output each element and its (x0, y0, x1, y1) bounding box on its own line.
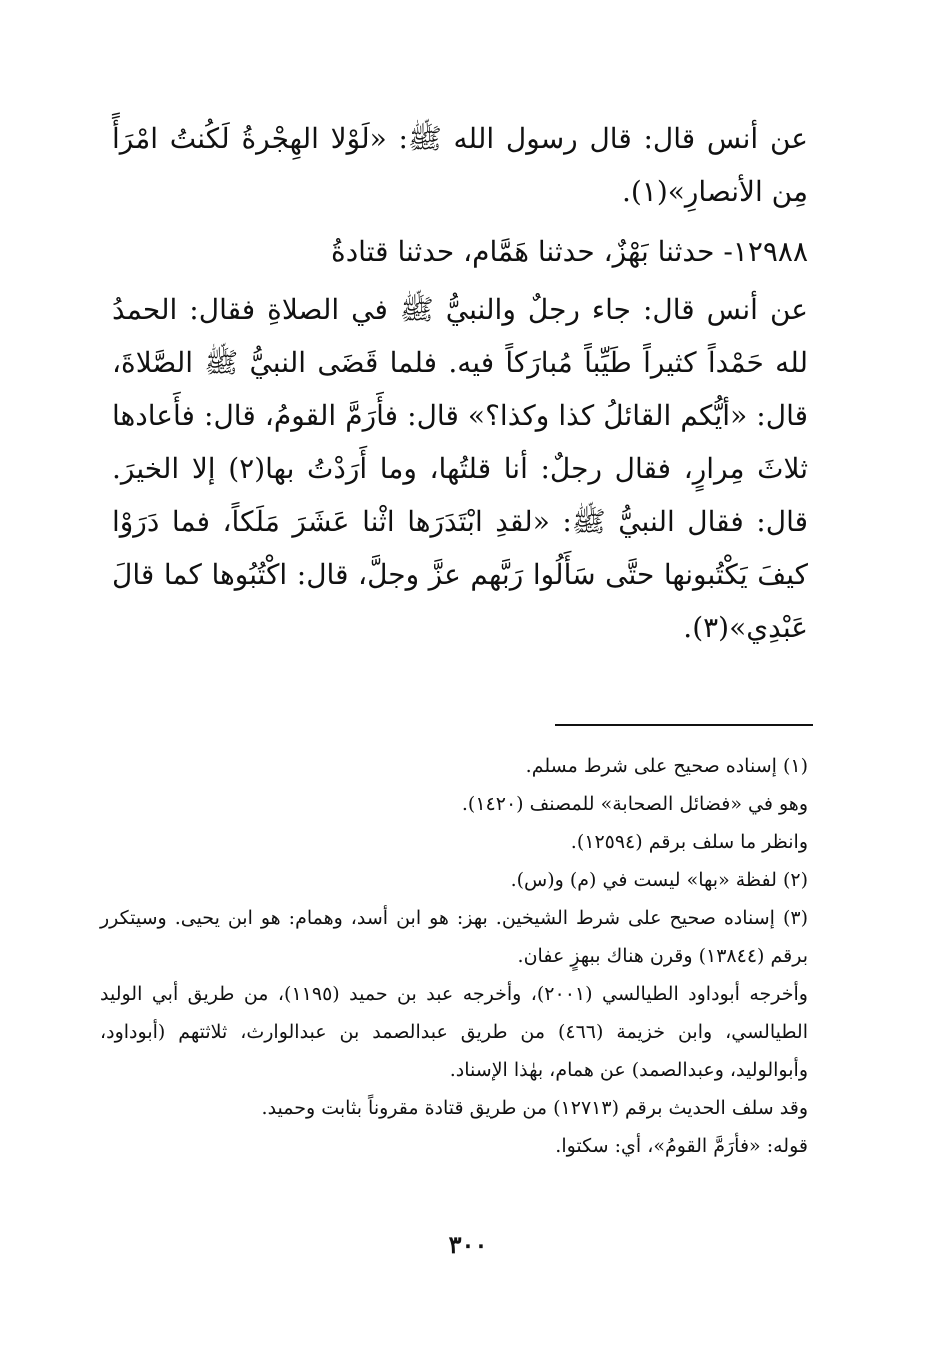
footnote-1-see: وانظر ما سلف برقم (١٢٥٩٤). (570, 831, 808, 853)
footnote-1: (١) إسناده صحيح على شرط مسلم. (525, 755, 808, 777)
main-text (112, 112, 808, 654)
paragraph-1: عن أنس قال: قال رسول الله ﷺ: «لَوْلا الهِجْرةُ لَكُنتُ امْرَأً مِن الأنصارِ»(١). (112, 122, 808, 208)
page-number: ٣٠٠ (448, 1230, 488, 1259)
hadith-header: ١٢٩٨٨- حدثنا بَهْزٌ، حدثنا هَمَّام، حدثنا قتادةُ (331, 235, 808, 268)
footnote-1-ref: وهو في «فضائل الصحابة» للمصنف (١٤٢٠). (461, 793, 808, 815)
footnote-3-earlier: وقد سلف الحديث برقم (١٢٧١٣) من طريق قتادة مقروناً بثابت وحميد. (261, 1097, 808, 1119)
footnote-3-gloss: قوله: «فأرَمَّ القومُ»، أي: سكتوا. (555, 1135, 808, 1157)
paragraph-2: عن أنس قال: جاء رجلٌ والنبيُّ ﷺ في الصلاةِ فقال: الحمدُ لله حَمْداً كثيراً طَيِّباً مُبارَكاً فيه. فلما قَضَى النبيُّ ﷺ الصَّلاةَ، قال: «أيُّكم القائلُ كذا وكذا؟» قال: فأَرَمَّ القومُ، قال: فأَعادها ثلاثَ مِرارٍ، فقال رجلٌ: أنا قلتُها، وما أَرَدْتُ بها(٢) إلا الخيرَ. قال: فقال النبيُّ ﷺ: «لقدِ ابْتَدَرَها اثْنا عَشَرَ مَلَكاً، فما دَرَوْا كيفَ يَكْتُبونها حتَّى سَأَلُوا رَبَّهم عزَّ وجلَّ، قال: اكْتُبُوها كما قالَ عَبْدِي»(٣). (112, 293, 808, 644)
footnote-3-takhrij: وأخرجه أبوداود الطيالسي (٢٠٠١)، وأخرجه عبد بن حميد (١١٩٥)، من طريق أبي الوليد الطيالسي، وابن خزيمة (٤٦٦) من طريق عبدالصمد بن عبدالوارث، ثلاثتهم (أبوداود، وأبوالوليد، وعبدالصمد) عن همام، بهٰذا الإسناد. (100, 983, 808, 1081)
footnote-separator (555, 724, 813, 726)
footnote-2: (٢) لفظة «بها» ليست في (م) و(س). (510, 869, 808, 891)
footnotes (100, 747, 808, 1165)
footnote-3: (٣) إسناده صحيح على شرط الشيخين. بهز: هو ابن أسد، وهمام: هو ابن يحيى. وسيتكرر برقم (١٣٨٤٤) وقرن هناك ببهزٍ عفان. (100, 907, 808, 967)
